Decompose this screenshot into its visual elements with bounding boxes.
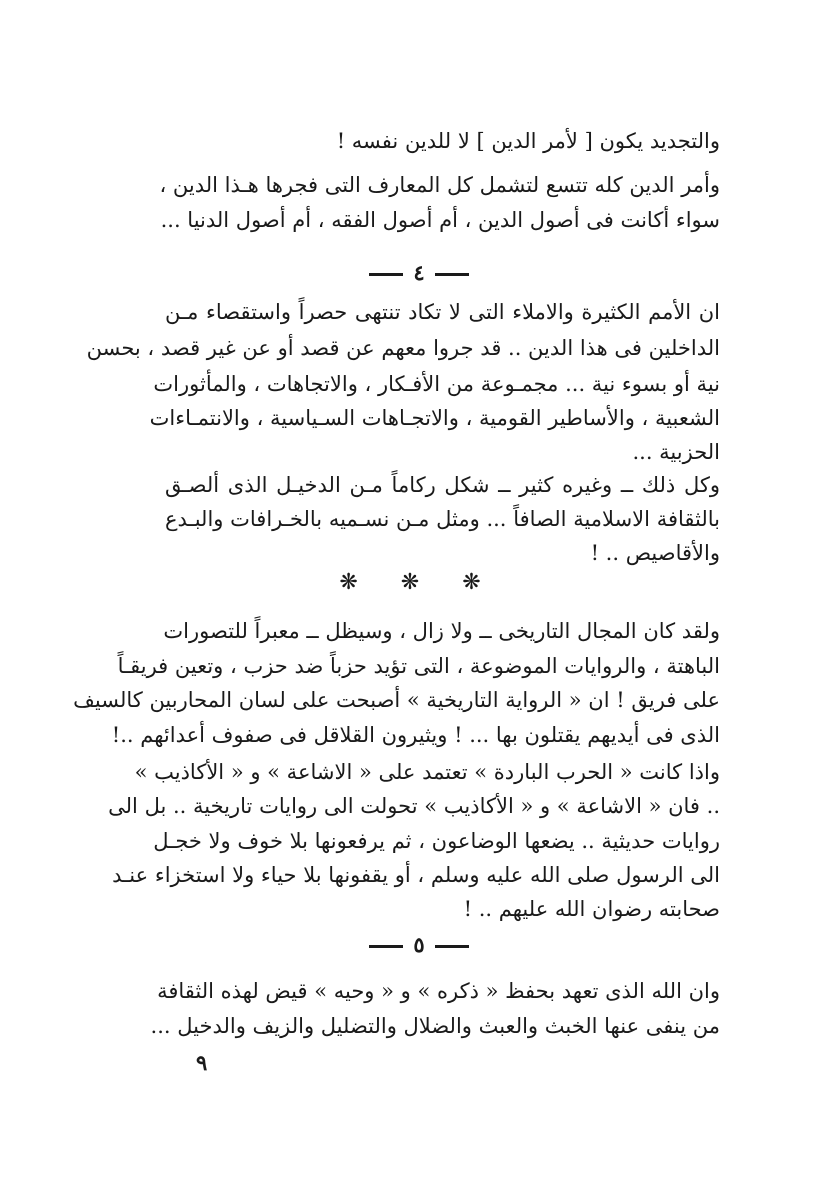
text-line: وكل ذلك ــ وغيره كثير ــ شكل ركاماً مـن الدخيـل الذى ألصـق — [165, 473, 720, 497]
text-line: .. فان « الاشاعة » و « الأكاذيب » تحولت الى روايات تاريخية .. بل الى — [108, 794, 720, 818]
separator-dash — [369, 945, 403, 948]
text-line: والأقاصيص .. ! — [590, 541, 720, 565]
section-separator — [0, 930, 838, 960]
text-line: على فريق ! ان « الرواية التاريخية » أصبحت على لسان المحاربين كالسيف — [73, 688, 720, 712]
text-line: بالثقافة الاسلامية الصافاً ... ومثل مـن نسـميه بالخـرافات والبـدع — [165, 507, 720, 531]
text-line: سواء أكانت فى أصول الدين ، أم أصول الفقه ، أم أصول الدنيا ... — [160, 208, 720, 232]
text-line: نية أو بسوء نية ... مجمـوعة من الأفـكار ، والاتجاهات ، والمأثورات — [153, 372, 720, 396]
section-number: ٥ — [413, 932, 425, 957]
text-line: روايات حديثية .. يضعها الوضاعون ، ثم يرفعونها بلا خوف ولا خجـل — [153, 829, 720, 853]
page-number: ٩ — [196, 1050, 208, 1075]
text-line: الحزبية ... — [632, 440, 720, 464]
text-line: ولقد كان المجال التاريخى ــ ولا زال ، وسيظل ــ معبراً للتصورات — [163, 619, 720, 643]
text-line: واذا كانت « الحرب الباردة » تعتمد على « الاشاعة » و « الأكاذيب » — [134, 760, 720, 784]
text-line: الداخلين فى هذا الدين .. قد جروا معهم عن قصد أو عن غير قصد ، بحسن — [86, 336, 720, 360]
section-number: ٤ — [413, 260, 425, 285]
text-line: وان الله الذى تعهد بحفظ « ذكره » و « وحيه » قيض لهذه الثقافة — [157, 979, 720, 1003]
section-separator — [0, 258, 838, 288]
text-line: من ينفى عنها الخبث والعبث والضلال والتضليل والزيف والدخيل ... — [150, 1014, 720, 1038]
separator-dash — [435, 273, 469, 276]
text-line: صحابته رضوان الله عليهم .. ! — [463, 897, 720, 921]
text-line: الباهتة ، والروايات الموضوعة ، التى تؤيد حزباً ضد حزب ، وتعين فريقـاً — [117, 654, 720, 678]
text-line: الشعبية ، والأساطير القومية ، والاتجـاهات السـياسية ، والانتمـاءات — [149, 406, 720, 430]
text-line: ان الأمم الكثيرة والاملاء التى لا تكاد تنتهى حصراً واستقصاء مـن — [165, 300, 720, 324]
separator-dash — [369, 273, 403, 276]
stars-separator: ❋ ❋ ❋ — [339, 570, 499, 595]
separator-dash — [435, 945, 469, 948]
text-line: الى الرسول صلى الله عليه وسلم ، أو يقفونها بلا حياء ولا استخزاء عنـد — [112, 863, 720, 887]
text-line: الذى فى أيديهم يقتلون بها ... ! ويثيرون القلاقل فى صفوف أعدائهم ..! — [111, 723, 720, 747]
text-line: والتجديد يكون [ لأمر الدين ] لا للدين نفسه ! — [336, 129, 720, 153]
text-line: وأمر الدين كله تتسع لتشمل كل المعارف التى فجرها هـذا الدين ، — [159, 173, 720, 197]
